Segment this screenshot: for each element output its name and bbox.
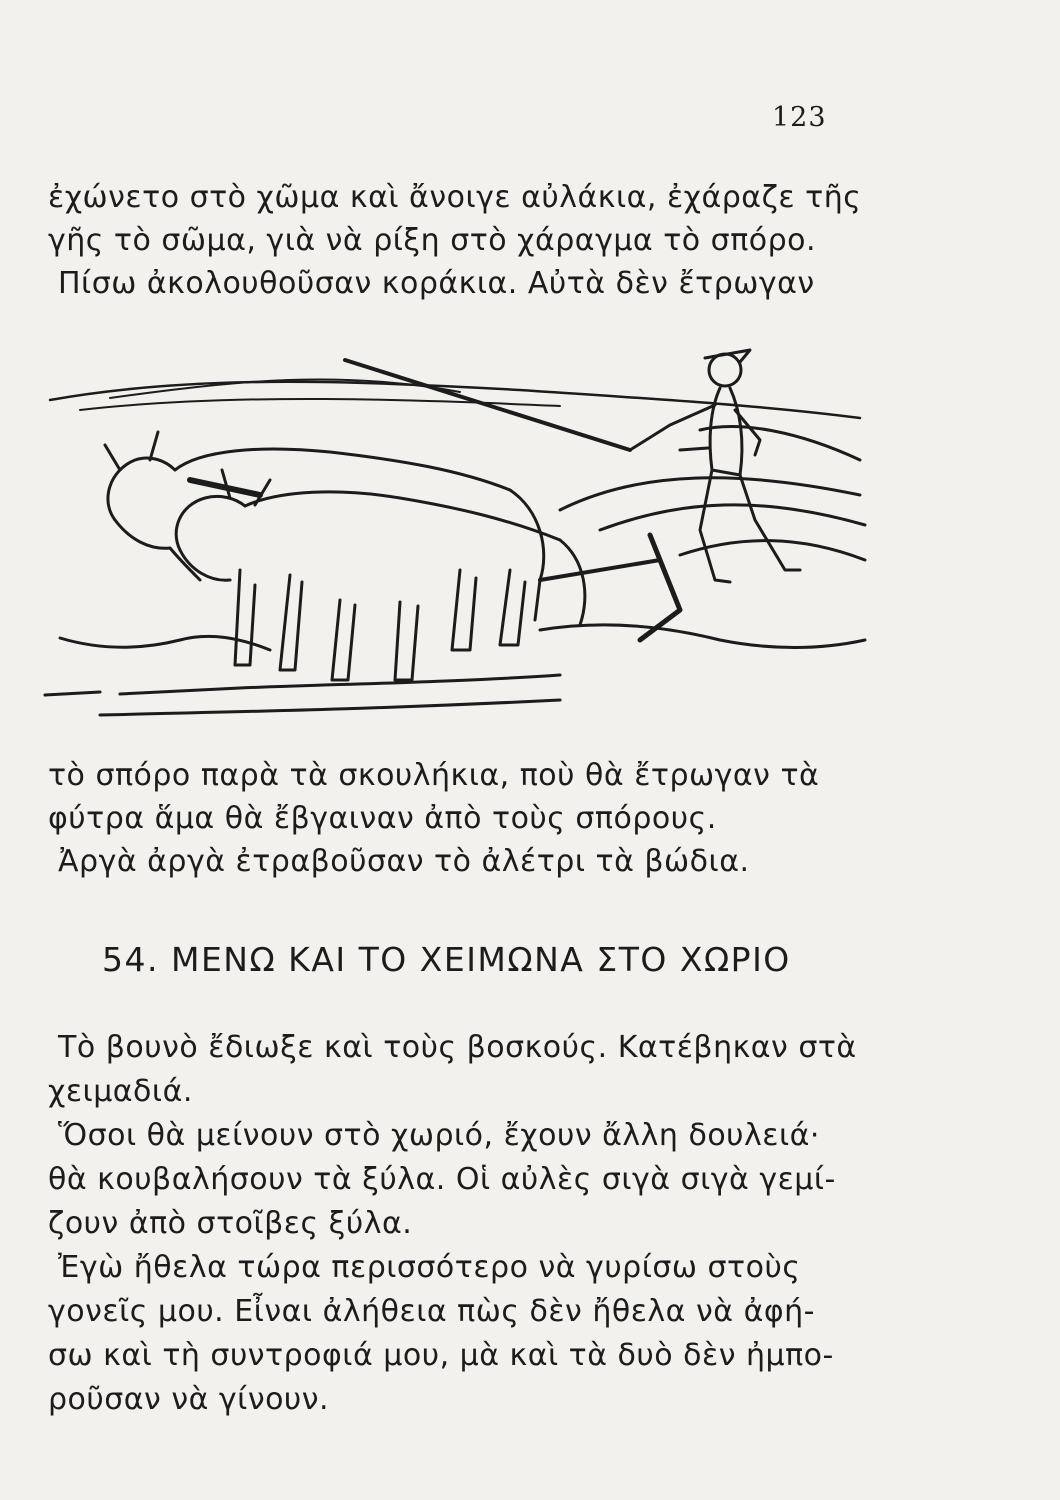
text-line: Ὅσοι θὰ μείνουν στὸ χωριό, ἔχουν ἄλλη δουλειά· <box>58 1118 820 1153</box>
text-line: Ἀργὰ ἀργὰ ἐτραβοῦσαν τὸ ἀλέτρι τὰ βώδια. <box>58 844 750 879</box>
text-line: ἐχώνετο στὸ χῶμα καὶ ἄνοιγε αὐλάκια, ἐχάραζε τῆς <box>48 180 862 215</box>
text-line: γονεῖς μου. Εἶναι ἀλήθεια πὼς δὲν ἤθελα νὰ ἀφή- <box>48 1294 815 1329</box>
text-line: χειμαδιά. <box>48 1074 193 1109</box>
text-line: Ἐγὼ ἤθελα τώρα περισσότερο νὰ γυρίσω στοὺς <box>58 1250 801 1285</box>
text-line: θὰ κουβαλήσουν τὰ ξύλα. Οἱ αὐλὲς σιγὰ σιγὰ γεμί- <box>48 1162 836 1197</box>
text-line: γῆς τὸ σῶμα, γιὰ νὰ ρίξη στὸ χάραγμα τὸ σπόρο. <box>48 223 817 258</box>
text-line: Τὸ βουνὸ ἔδιωξε καὶ τοὺς βοσκούς. Κατέβηκαν στὰ <box>58 1030 857 1065</box>
text-line: φύτρα ἅμα θὰ ἔβγαιναν ἀπὸ τοὺς σπόρους. <box>48 801 717 836</box>
text-line: σω καὶ τὴ συντροφιά μου, μὰ καὶ τὰ δυὸ δὲν ἠμπο- <box>48 1338 834 1373</box>
plowing-oxen-illustration <box>40 320 875 740</box>
text-line: Πίσω ἀκολουθοῦσαν κοράκια. Αὐτὰ δὲν ἔτρωγαν <box>58 266 815 301</box>
chapter-title: 54. ΜΕΝΩ ΚΑΙ ΤΟ ΧΕΙΜΩΝΑ ΣΤΟ ΧΩΡΙΟ <box>102 940 791 979</box>
page-number: 123 <box>772 102 827 133</box>
text-line: τὸ σπόρο παρὰ τὰ σκουλήκια, ποὺ θὰ ἔτρωγαν τὰ <box>48 758 820 793</box>
text-line: ζουν ἀπὸ στοῖβες ξύλα. <box>48 1206 413 1241</box>
text-line: ροῦσαν νὰ γίνουν. <box>48 1382 330 1417</box>
